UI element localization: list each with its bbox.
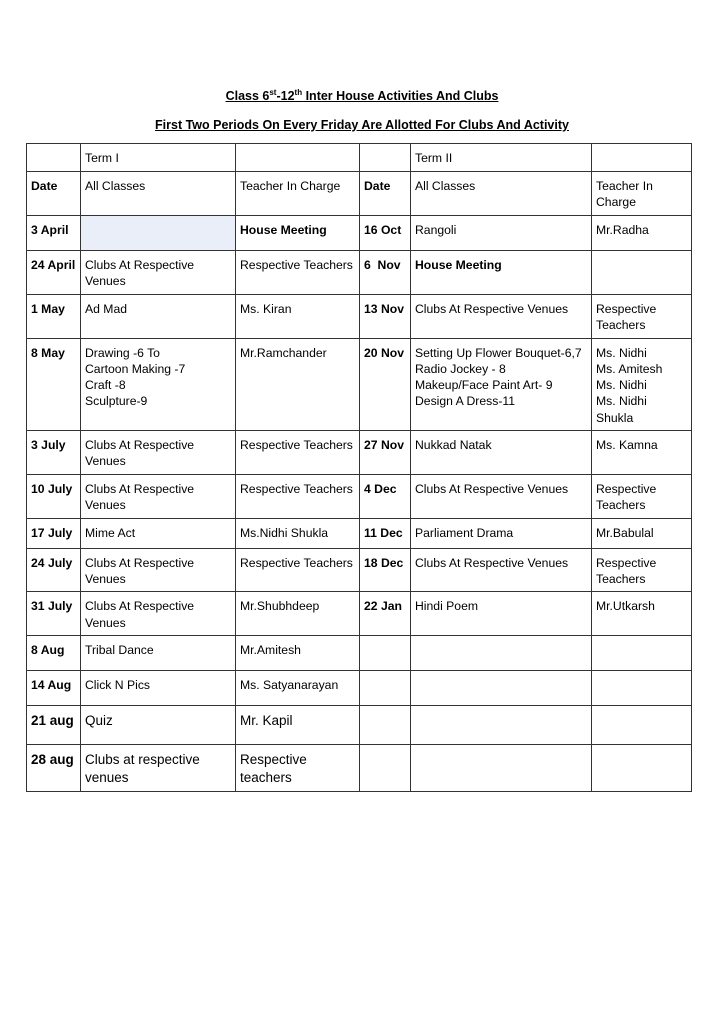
teacher-term2: Respective Teachers (592, 294, 692, 338)
activity-term2: Clubs At Respective Venues (411, 548, 592, 592)
date1-header: Date (27, 172, 81, 216)
teacher2-header: Teacher In Charge (592, 172, 692, 216)
teacher-term1: Ms.Nidhi Shukla (236, 518, 360, 548)
date-term2: 6 Nov (360, 250, 411, 294)
date-term2: 13 Nov (360, 294, 411, 338)
empty-cell (236, 144, 360, 172)
activity-line: Cartoon Making -7 (85, 361, 186, 376)
teacher-term2: Mr.Babulal (592, 518, 692, 548)
teacher-term2 (592, 670, 692, 705)
activity-line: Setting Up Flower Bouquet-6,7 (415, 345, 582, 360)
teacher-term1: Respective teachers (236, 744, 360, 791)
teacher-term1: Ms. Satyanarayan (236, 670, 360, 705)
date-term2: 27 Nov (360, 431, 411, 475)
date-term1: 8 Aug (27, 635, 81, 670)
activity-term1: Clubs At Respective Venues (81, 548, 236, 592)
teacher-term2 (592, 744, 692, 791)
activity-term1: Tribal Dance (81, 635, 236, 670)
empty-cell (592, 144, 692, 172)
activity-term2: Clubs At Respective Venues (411, 294, 592, 338)
date-term2 (360, 635, 411, 670)
teacher-term2 (592, 250, 692, 294)
activity-term1: Mime Act (81, 518, 236, 548)
teacher-term2: Ms. Kamna (592, 431, 692, 475)
activity-schedule-table (26, 143, 692, 792)
date-term1: 24 July (27, 548, 81, 592)
page-subtitle: First Two Periods On Every Friday Are Allotted For Clubs And Activity (155, 118, 569, 132)
table-row (27, 475, 692, 519)
teacher-term1: Respective Teachers (236, 250, 360, 294)
teacher-term1: House Meeting (236, 215, 360, 250)
activity-term1 (81, 215, 236, 250)
table-row (27, 250, 692, 294)
activity-term1: Clubs At Respective Venues (81, 475, 236, 519)
table-row (27, 338, 692, 430)
activity-term1 (81, 338, 236, 430)
empty-cell (27, 144, 81, 172)
table-row (27, 215, 692, 250)
date-term2: 16 Oct (360, 215, 411, 250)
teacher-term1: Respective Teachers (236, 475, 360, 519)
table-row (27, 294, 692, 338)
activity2-header: All Classes (411, 172, 592, 216)
activity-term2: Nukkad Natak (411, 431, 592, 475)
teacher-term2 (592, 338, 692, 430)
activity-term2: Parliament Drama (411, 518, 592, 548)
table-row (27, 431, 692, 475)
date-term2 (360, 670, 411, 705)
teacher-line: Ms. Nidhi Shukla (596, 394, 647, 425)
activity-term2 (411, 635, 592, 670)
teacher-term1: Mr.Amitesh (236, 635, 360, 670)
date-term2: 20 Nov (360, 338, 411, 430)
teacher-line: Ms. Nidhi (596, 345, 647, 360)
term1-heading: Term I (81, 144, 236, 172)
date-term1: 31 July (27, 592, 81, 636)
date-term1: 14 Aug (27, 670, 81, 705)
page-title: Class 6st-12th Inter House Activities And Clubs (225, 87, 499, 103)
activity-term2: Clubs At Respective Venues (411, 475, 592, 519)
activity-line: Drawing -6 To (85, 345, 160, 360)
activity-term2 (411, 744, 592, 791)
teacher1-header: Teacher In Charge (236, 172, 360, 216)
term2-heading: Term II (411, 144, 592, 172)
teacher-term1: Ms. Kiran (236, 294, 360, 338)
date-term2: 4 Dec (360, 475, 411, 519)
teacher-line: Ms. Amitesh (596, 361, 663, 376)
activity-line: Design A Dress-11 (415, 394, 516, 409)
activity-term1: Quiz (81, 705, 236, 744)
activity-line: Makeup/Face Paint Art- 9 (415, 378, 553, 393)
date-term1: 24 April (27, 250, 81, 294)
activity-term2: House Meeting (411, 250, 592, 294)
date-term1: 28 aug (27, 744, 81, 791)
activity-term2 (411, 338, 592, 430)
date-term1: 3 July (27, 431, 81, 475)
activity-term2: Rangoli (411, 215, 592, 250)
activity-term2 (411, 705, 592, 744)
teacher-term2: Respective Teachers (592, 475, 692, 519)
date-term1: 3 April (27, 215, 81, 250)
activity-term1: Clubs At Respective Venues (81, 250, 236, 294)
table-row (27, 705, 692, 744)
activity-term1: Clubs at respective venues (81, 744, 236, 791)
activity-line: Radio Jockey - 8 (415, 361, 506, 376)
activity-term1: Clubs At Respective Venues (81, 431, 236, 475)
teacher-term2: Mr.Utkarsh (592, 592, 692, 636)
teacher-term2: Mr.Radha (592, 215, 692, 250)
activity-term2 (411, 670, 592, 705)
table-row (27, 635, 692, 670)
teacher-term1: Respective Teachers (236, 431, 360, 475)
term-row (27, 144, 692, 172)
teacher-term1: Respective Teachers (236, 548, 360, 592)
table-row (27, 670, 692, 705)
date-term2: 18 Dec (360, 548, 411, 592)
date2-header: Date (360, 172, 411, 216)
table-row (27, 548, 692, 592)
activity-term1: Ad Mad (81, 294, 236, 338)
column-header-row (27, 172, 692, 216)
activity-line: Sculpture-9 (85, 394, 148, 409)
date-term2 (360, 744, 411, 791)
teacher-line: Ms. Nidhi (596, 378, 647, 393)
date-term1: 1 May (27, 294, 81, 338)
date-term1: 17 July (27, 518, 81, 548)
date-term1: 21 aug (27, 705, 81, 744)
activity1-header: All Classes (81, 172, 236, 216)
teacher-term1: Mr.Shubhdeep (236, 592, 360, 636)
table-row (27, 518, 692, 548)
table-row (27, 592, 692, 636)
activity-term1: Clubs At Respective Venues (81, 592, 236, 636)
teacher-term1: Mr.Ramchander (236, 338, 360, 430)
date-term2: 11 Dec (360, 518, 411, 548)
empty-cell (360, 144, 411, 172)
teacher-term2 (592, 705, 692, 744)
activity-term1: Click N Pics (81, 670, 236, 705)
teacher-term2: Respective Teachers (592, 548, 692, 592)
date-term2: 22 Jan (360, 592, 411, 636)
teacher-term2 (592, 635, 692, 670)
date-term2 (360, 705, 411, 744)
date-term1: 8 May (27, 338, 81, 430)
table-row (27, 744, 692, 791)
teacher-term1: Mr. Kapil (236, 705, 360, 744)
date-term1: 10 July (27, 475, 81, 519)
activity-line: Craft -8 (85, 378, 126, 393)
activity-term2: Hindi Poem (411, 592, 592, 636)
